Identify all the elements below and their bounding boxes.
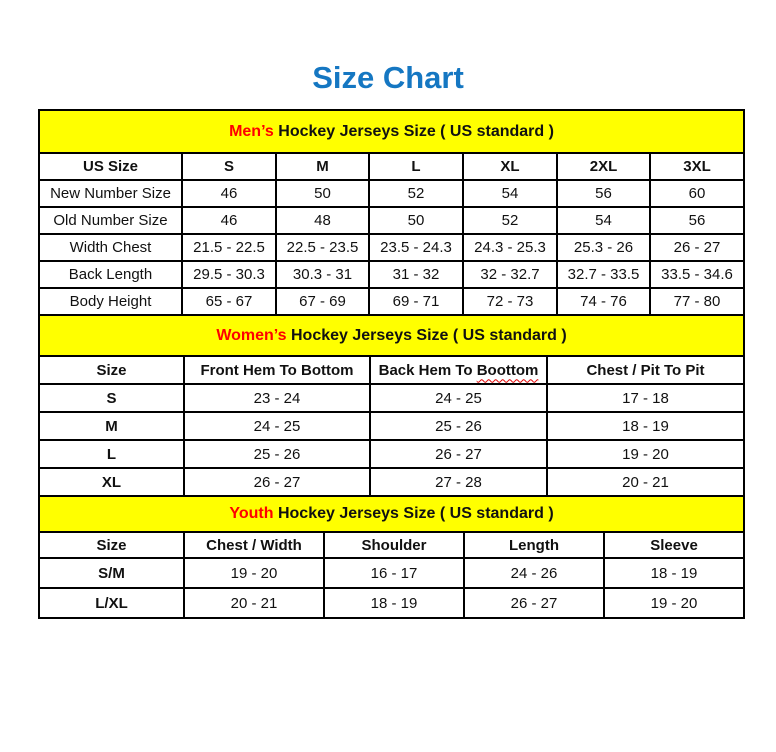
mens-col-2xl: 2XL xyxy=(557,153,650,180)
cell-value: 18 - 19 xyxy=(324,588,464,618)
cell-value: 17 - 18 xyxy=(547,384,744,412)
mens-col-s: S xyxy=(182,153,276,180)
womens-col-back-hem xyxy=(370,356,547,384)
mens-banner-text: Hockey Jerseys Size ( US standard ) xyxy=(278,122,554,140)
cell-value: 69 - 71 xyxy=(369,288,463,315)
cell-value: 67 - 69 xyxy=(276,288,369,315)
womens-col-front-hem: Front Hem To Bottom xyxy=(184,356,370,384)
cell-value: 72 - 73 xyxy=(463,288,557,315)
cell-value: 24 - 25 xyxy=(370,384,547,412)
cell-value: 21.5 - 22.5 xyxy=(182,234,276,261)
cell-value: 25 - 26 xyxy=(184,440,370,468)
page-title: Size Chart xyxy=(312,60,464,95)
cell-value: 27 - 28 xyxy=(370,468,547,496)
mens-col-us-size: US Size xyxy=(39,153,182,180)
womens-banner xyxy=(39,315,744,356)
cell-value: 25.3 - 26 xyxy=(557,234,650,261)
cell-value: 33.5 - 34.6 xyxy=(650,261,744,288)
cell-value: 26 - 27 xyxy=(370,440,547,468)
cell-value: 29.5 - 30.3 xyxy=(182,261,276,288)
row-label: Old Number Size xyxy=(39,207,182,234)
cell-value: 26 - 27 xyxy=(464,588,604,618)
womens-banner-text: Hockey Jerseys Size ( US standard ) xyxy=(291,326,567,344)
cell-value: 20 - 21 xyxy=(547,468,744,496)
cell-value: 19 - 20 xyxy=(547,440,744,468)
cell-value: 20 - 21 xyxy=(184,588,324,618)
table-row xyxy=(39,468,744,496)
womens-header-row xyxy=(39,356,744,384)
youth-col-sleeve: Sleeve xyxy=(604,532,744,558)
cell-value: 31 - 32 xyxy=(369,261,463,288)
mens-col-3xl: 3XL xyxy=(650,153,744,180)
cell-value: 65 - 67 xyxy=(182,288,276,315)
womens-col-chest: Chest / Pit To Pit xyxy=(547,356,744,384)
cell-value: 77 - 80 xyxy=(650,288,744,315)
cell-value: 24 - 26 xyxy=(464,558,604,588)
table-row xyxy=(39,440,744,468)
mens-col-xl: XL xyxy=(463,153,557,180)
mens-banner-row xyxy=(39,110,744,153)
row-label: XL xyxy=(39,468,184,496)
womens-size-table xyxy=(38,314,745,497)
youth-banner-text: Hockey Jerseys Size ( US standard ) xyxy=(277,505,554,522)
table-row xyxy=(39,558,744,588)
cell-value: 26 - 27 xyxy=(650,234,744,261)
mens-col-m: M xyxy=(276,153,369,180)
table-row xyxy=(39,261,744,288)
youth-col-shoulder: Shoulder xyxy=(324,532,464,558)
mens-size-table xyxy=(38,109,745,316)
youth-col-length: Length xyxy=(464,532,604,558)
womens-banner-row xyxy=(39,315,744,356)
row-label: New Number Size xyxy=(39,180,182,207)
cell-value: 16 - 17 xyxy=(324,558,464,588)
cell-value: 52 xyxy=(369,180,463,207)
cell-value: 46 xyxy=(182,180,276,207)
youth-col-size: Size xyxy=(39,532,184,558)
cell-value: 54 xyxy=(557,207,650,234)
cell-value: 56 xyxy=(650,207,744,234)
cell-value: 26 - 27 xyxy=(184,468,370,496)
row-label: L xyxy=(39,440,184,468)
row-label: Width Chest xyxy=(39,234,182,261)
cell-value: 48 xyxy=(276,207,369,234)
mens-col-l: L xyxy=(369,153,463,180)
cell-value: 24 - 25 xyxy=(184,412,370,440)
womens-banner-highlight: Women’s xyxy=(216,326,287,344)
table-row xyxy=(39,412,744,440)
table-row xyxy=(39,234,744,261)
cell-value: 56 xyxy=(557,180,650,207)
womens-col-size: Size xyxy=(39,356,184,384)
row-label: S/M xyxy=(39,558,184,588)
cell-value: 54 xyxy=(463,180,557,207)
youth-banner xyxy=(39,496,744,532)
cell-value: 50 xyxy=(276,180,369,207)
cell-value: 32 - 32.7 xyxy=(463,261,557,288)
mens-banner xyxy=(39,110,744,153)
cell-value: 32.7 - 33.5 xyxy=(557,261,650,288)
row-label: Back Length xyxy=(39,261,182,288)
cell-value: 46 xyxy=(182,207,276,234)
back-hem-misspelled-word: Boottom xyxy=(476,361,539,379)
table-row xyxy=(39,288,744,315)
youth-banner-highlight: Youth xyxy=(229,505,274,522)
cell-value: 19 - 20 xyxy=(184,558,324,588)
table-row xyxy=(39,588,744,618)
cell-value: 19 - 20 xyxy=(604,588,744,618)
size-chart-tables xyxy=(38,109,743,619)
cell-value: 50 xyxy=(369,207,463,234)
cell-value: 23 - 24 xyxy=(184,384,370,412)
youth-col-chest-width: Chest / Width xyxy=(184,532,324,558)
cell-value: 74 - 76 xyxy=(557,288,650,315)
youth-header-row xyxy=(39,532,744,558)
cell-value: 18 - 19 xyxy=(604,558,744,588)
cell-value: 52 xyxy=(463,207,557,234)
cell-value: 30.3 - 31 xyxy=(276,261,369,288)
cell-value: 24.3 - 25.3 xyxy=(463,234,557,261)
mens-header-row xyxy=(39,153,744,180)
table-row xyxy=(39,384,744,412)
youth-size-table xyxy=(38,495,745,619)
back-hem-prefix: Back Hem To xyxy=(378,361,473,379)
cell-value: 25 - 26 xyxy=(370,412,547,440)
row-label: L/XL xyxy=(39,588,184,618)
row-label: M xyxy=(39,412,184,440)
cell-value: 60 xyxy=(650,180,744,207)
mens-banner-highlight: Men’s xyxy=(229,122,274,140)
cell-value: 23.5 - 24.3 xyxy=(369,234,463,261)
row-label: S xyxy=(39,384,184,412)
table-row xyxy=(39,207,744,234)
cell-value: 22.5 - 23.5 xyxy=(276,234,369,261)
table-row xyxy=(39,180,744,207)
youth-banner-row xyxy=(39,496,744,532)
row-label: Body Height xyxy=(39,288,182,315)
cell-value: 18 - 19 xyxy=(547,412,744,440)
